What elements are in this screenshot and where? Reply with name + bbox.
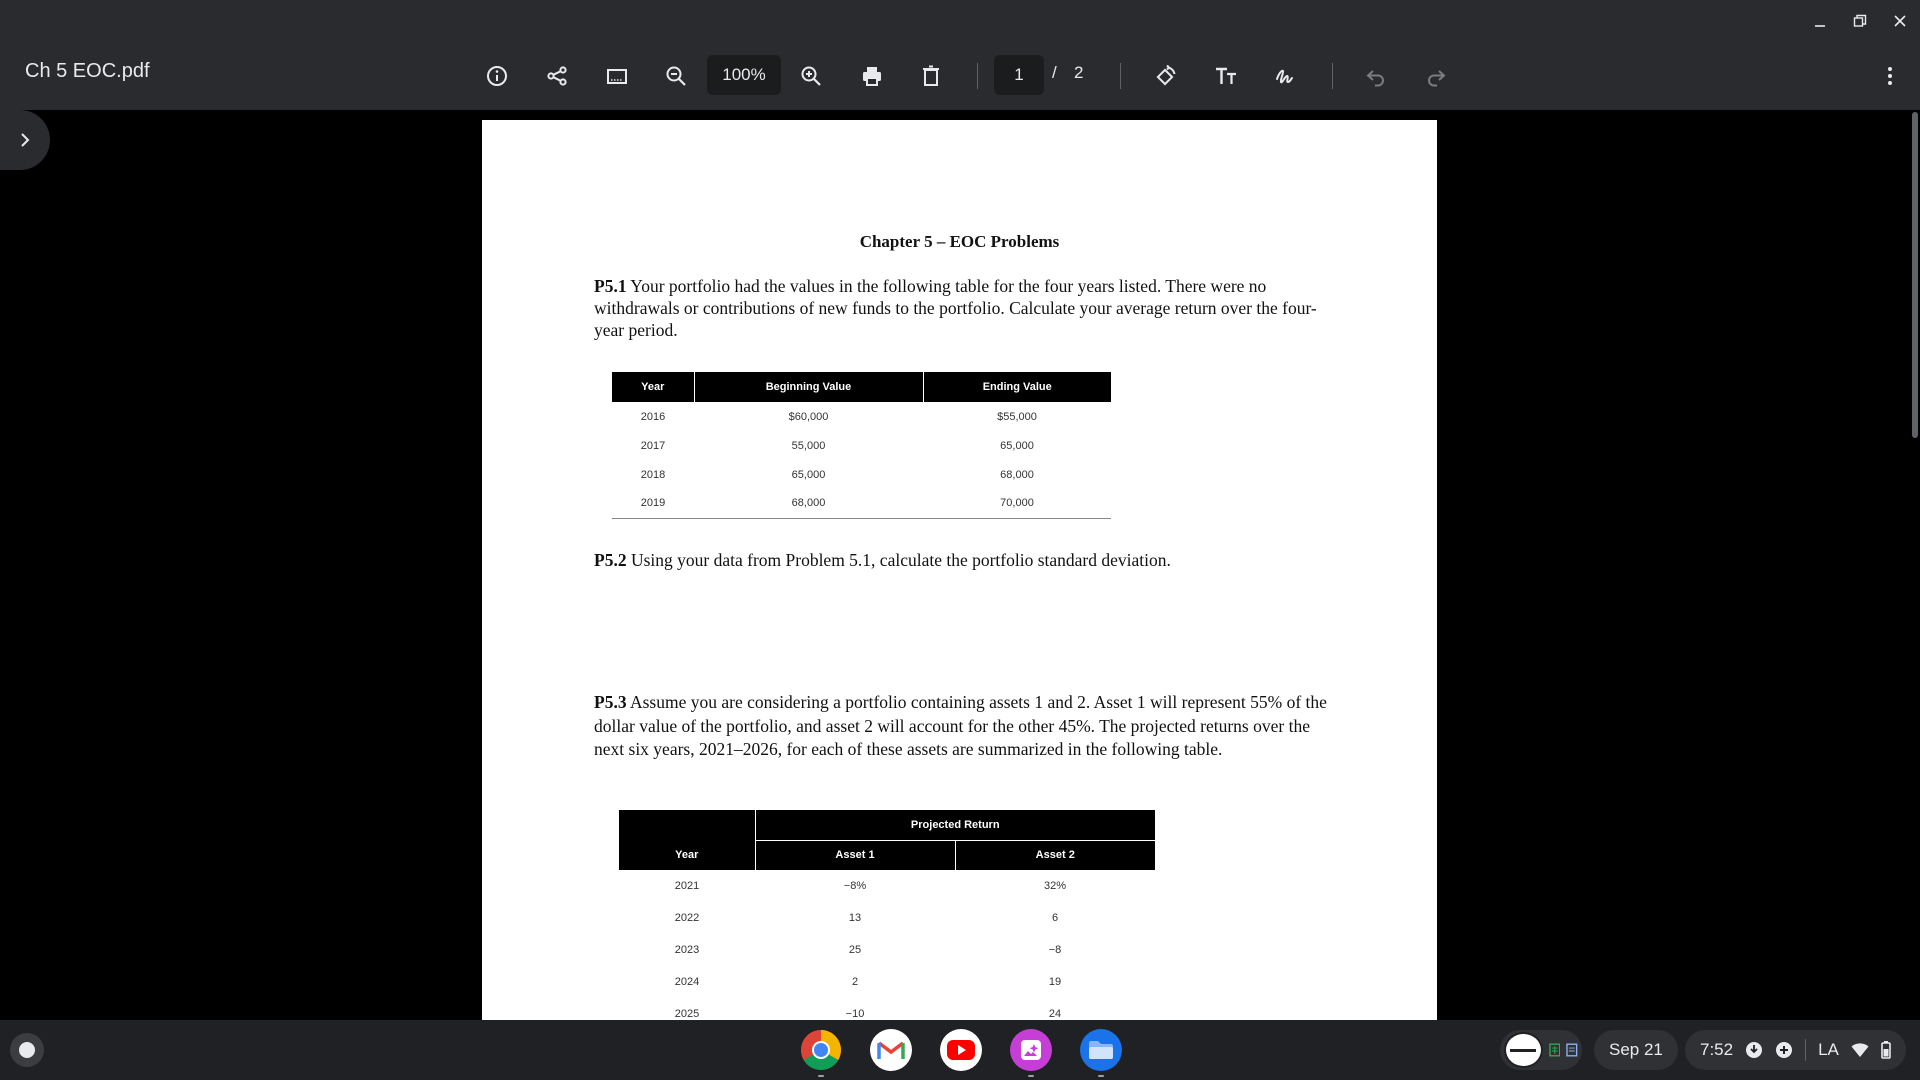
problem-label: P5.3 [594,692,627,712]
youtube-icon [946,1039,976,1061]
table-cell: 2018 [640,468,666,481]
window-caption-bar [0,0,1920,40]
pdf-page [482,120,1437,1020]
youtube-app[interactable] [940,1029,982,1071]
more-vert-icon [1878,64,1902,88]
table-cell: 13 [848,912,862,924]
table-row [612,460,1111,489]
running-indicator [1028,1075,1034,1077]
signature-icon [1274,64,1298,88]
vertical-scrollbar-thumb[interactable] [1912,112,1918,438]
battery-icon [1881,1041,1891,1059]
table-cell: 68,000 [791,497,826,510]
status-tray[interactable] [1685,1030,1906,1070]
redo-button[interactable] [1420,60,1452,92]
status-badge-icon [1745,1041,1763,1059]
restore-button[interactable] [1846,8,1874,34]
delete-button[interactable] [915,60,947,92]
toolbar-divider [977,63,978,89]
more-options-button[interactable] [1874,60,1906,92]
problem-5-1 [594,275,1329,341]
table-cell: 68,000 [1000,468,1034,481]
rotate-button[interactable] [1150,60,1182,92]
undo-icon [1364,64,1388,88]
tote-holding-space[interactable] [1500,1030,1582,1070]
sheets-file-icon [1549,1043,1561,1057]
problem-5-2 [594,549,1329,571]
table-cell: 65,000 [1000,439,1034,452]
close-button[interactable] [1886,8,1914,34]
column-header: Beginning Value [694,372,923,402]
table-cell: −8% [843,880,867,892]
docs-file-icon [1566,1043,1578,1057]
running-indicator [818,1075,824,1077]
table-cell: 55,000 [791,439,826,452]
print-icon [860,64,884,88]
problem-text: Using your data from Problem 5.1, calculate the portfolio standard deviation. [626,550,1171,570]
gmail-app[interactable] [870,1029,912,1071]
draw-button[interactable] [1270,60,1302,92]
trash-icon [919,64,943,88]
problem-5-3 [594,691,1329,762]
files-app[interactable] [1080,1029,1122,1071]
table-cell: 2 [851,976,859,988]
minimize-icon [1813,14,1827,28]
table-cell: 2017 [640,439,666,452]
chevron-right-icon [17,132,33,148]
toolbar-divider [1332,63,1333,89]
table-cell: $60,000 [788,410,829,423]
share-button[interactable] [541,60,573,92]
zoom-in-button[interactable] [795,60,827,92]
screenshot-thumbnail [1504,1032,1543,1068]
table-cell: 2016 [640,410,666,423]
table-cell: 2024 [674,976,700,988]
table-cell: −8 [1048,944,1062,956]
clock-time: 7:52 [1700,1040,1734,1059]
calendar-date-button[interactable]: Sep 21 [1594,1030,1678,1070]
table-row [619,902,1155,934]
table-row [612,489,1111,518]
zoom-in-icon [799,64,823,88]
column-header: Year [619,840,755,870]
table-cell: 2021 [674,880,700,892]
info-icon [485,64,509,88]
zoom-out-icon [664,64,688,88]
table-row [619,998,1155,1020]
portfolio-values-table [612,372,1111,519]
pdf-toolbar [0,40,1920,110]
column-header: Ending Value [923,372,1111,402]
table-header-row [619,840,1155,870]
tray-divider [1805,1039,1806,1061]
rotate-icon [1154,64,1178,88]
table-row [619,934,1155,966]
table-cell: 2025 [674,1008,700,1020]
share-icon [545,64,569,88]
chrome-app[interactable] [800,1029,842,1071]
group-header: Projected Return [755,810,1155,840]
table-cell: 24 [1048,1008,1062,1020]
chapter-heading: Chapter 5 – EOC Problems [859,232,1060,251]
table-cell: 2023 [674,944,700,956]
text-size-icon [1214,64,1238,88]
undo-button[interactable] [1360,60,1392,92]
column-header: Asset 1 [755,840,955,870]
problem-text: Assume you are considering a portfolio containing assets 1 and 2. Asset 1 will represent 55% of the dollar value of the portfolio, and asset 2 will account for the other 45%. The projected returns over the next six years, 2021–2026, for each of these assets are summarized in the following table. [594,692,1327,759]
document-properties-button[interactable] [481,60,513,92]
table-cell: 32% [1043,880,1067,892]
fit-to-page-button[interactable] [601,60,633,92]
table-cell: 70,000 [1000,497,1034,510]
table-cell: 19 [1048,976,1062,988]
table-cell: $55,000 [997,410,1037,423]
table-row [619,966,1155,998]
add-circle-icon [1775,1041,1793,1059]
launcher-button[interactable] [10,1033,44,1067]
wifi-icon [1851,1042,1869,1058]
projected-returns-table [619,810,1155,1020]
zoom-level-field[interactable]: 100% [707,55,781,95]
print-button[interactable] [856,60,888,92]
table-cell: 25 [848,944,862,956]
table-header-row [612,372,1111,402]
gallery-app[interactable] [1010,1029,1052,1071]
table-group-header-row [619,810,1155,840]
problem-label: P5.2 [594,550,627,570]
minimize-button[interactable] [1806,8,1834,34]
gmail-icon [877,1039,905,1061]
system-shelf [0,1020,1920,1080]
page-number-input[interactable]: 1 [994,55,1044,95]
table-row [612,402,1111,431]
column-header: Asset 2 [955,840,1155,870]
document-title: Ch 5 EOC.pdf [25,60,150,82]
table-cell: 65,000 [791,468,826,481]
column-header: Year [612,372,694,402]
table-row [612,431,1111,460]
table-row [619,870,1155,902]
launcher-icon [19,1042,35,1058]
problem-text: Your portfolio had the values in the following table for the four years listed. There were no withdrawals or contributions of new funds to the portfolio. Calculate your average return over the four-year period. [594,276,1317,340]
page-total: 2 [1074,63,1084,82]
input-method-indicator: LA [1818,1040,1839,1059]
gallery-icon [1018,1037,1044,1063]
empty-header-cell [619,810,755,840]
close-icon [1893,14,1907,28]
table-cell: 2019 [640,497,666,510]
table-cell: 2022 [674,912,700,924]
text-annotation-button[interactable] [1210,60,1242,92]
redo-icon [1424,64,1448,88]
fit-page-icon [605,64,629,88]
sidebar-toggle-button[interactable] [0,110,50,170]
chrome-icon [800,1029,842,1071]
folder-icon [1087,1039,1115,1061]
table-cell: 6 [1051,912,1059,924]
page-separator: / [1052,63,1057,82]
restore-icon [1853,14,1867,28]
zoom-out-button[interactable] [660,60,692,92]
running-indicator [1098,1075,1104,1077]
problem-label: P5.1 [594,276,627,296]
toolbar-divider [1120,63,1121,89]
table-cell: −10 [845,1008,865,1020]
